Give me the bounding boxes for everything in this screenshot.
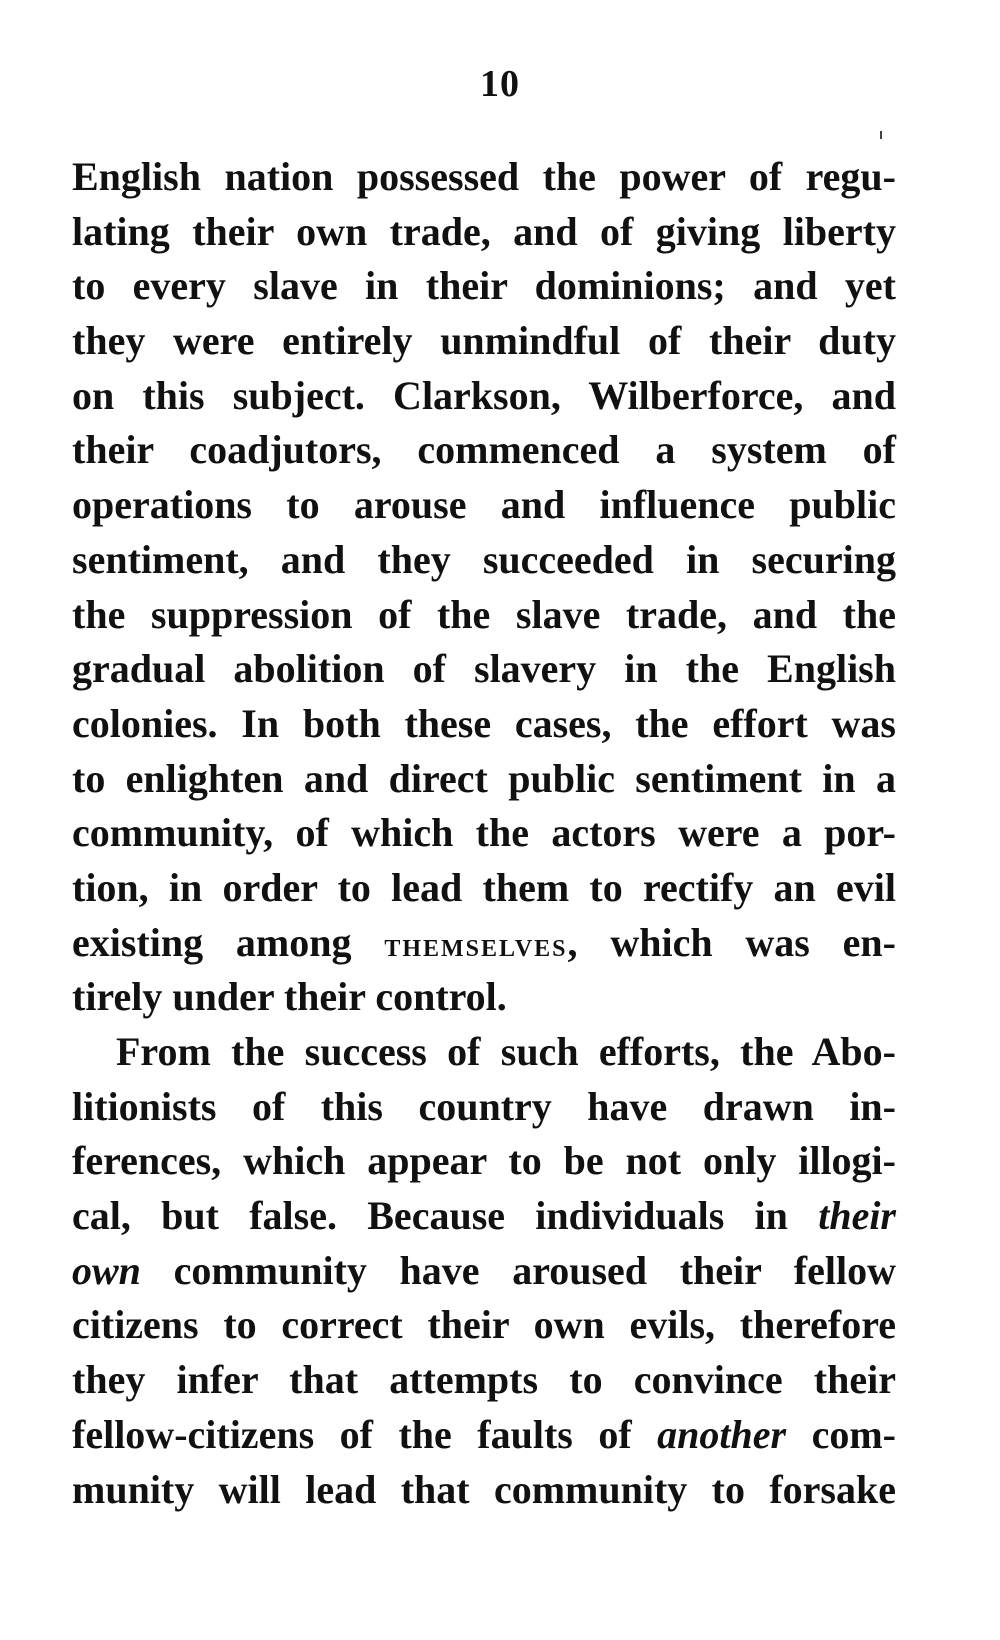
italic-emphasis: own bbox=[72, 1247, 141, 1293]
line-text: cal, but false. Because individuals in bbox=[72, 1193, 819, 1239]
text-line: lating their own trade, and of giving liberty bbox=[72, 208, 896, 254]
paragraph-start-line: From the success of such efforts, the Abo- bbox=[116, 1029, 896, 1074]
text-line: to enlighten and direct public sentiment in a bbox=[72, 755, 896, 801]
small-caps-emphasis: themselves bbox=[384, 926, 568, 964]
text-line bbox=[72, 916, 896, 971]
page-number: 10 bbox=[480, 63, 520, 105]
line-text: fellow-citizens of the faults of bbox=[72, 1411, 658, 1457]
text-line: their coadjutors, commenced a system of bbox=[72, 427, 896, 473]
text-line: sentiment, and they succeeded in securing bbox=[72, 536, 896, 582]
text-line: citizens to correct their own evils, therefore bbox=[72, 1302, 896, 1348]
text-line: on this subject. Clarkson, Wilberforce, and bbox=[72, 372, 896, 418]
text-line: the suppression of the slave trade, and the bbox=[72, 591, 896, 637]
text-line: community, of which the actors were a por- bbox=[72, 810, 896, 856]
text-line: they infer that attempts to convince their bbox=[72, 1357, 896, 1403]
text-line: colonies. In both these cases, the effort was bbox=[72, 700, 896, 746]
text-line: ferences, which appear to be not only illogi- bbox=[72, 1138, 896, 1184]
italic-emphasis: their bbox=[818, 1193, 896, 1239]
text-line: tion, in order to lead them to rectify an evil bbox=[72, 864, 896, 910]
line-text: , which was en- bbox=[567, 919, 896, 965]
italic-emphasis: another bbox=[657, 1411, 787, 1457]
margin-mark bbox=[880, 131, 882, 139]
text-line: operations to arouse and influence public bbox=[72, 482, 896, 528]
text-line: to every slave in their dominions; and yet bbox=[72, 263, 896, 309]
text-line: munity will lead that community to forsake bbox=[72, 1466, 896, 1512]
line-text: existing among bbox=[72, 919, 385, 965]
text-line: litionists of this country have drawn in- bbox=[72, 1083, 896, 1129]
text-line: English nation possessed the power of regu- bbox=[72, 154, 896, 199]
text-line bbox=[72, 1244, 896, 1299]
text-line: tirely under their control. bbox=[72, 974, 507, 1020]
text-line: they were entirely unmindful of their duty bbox=[72, 318, 896, 364]
line-text: community have aroused their fellow bbox=[140, 1247, 896, 1293]
line-text: com- bbox=[786, 1411, 896, 1457]
text-line bbox=[72, 1408, 896, 1463]
body-text bbox=[72, 150, 896, 1517]
text-line: gradual abolition of slavery in the English bbox=[72, 646, 896, 692]
text-line bbox=[72, 1189, 896, 1244]
